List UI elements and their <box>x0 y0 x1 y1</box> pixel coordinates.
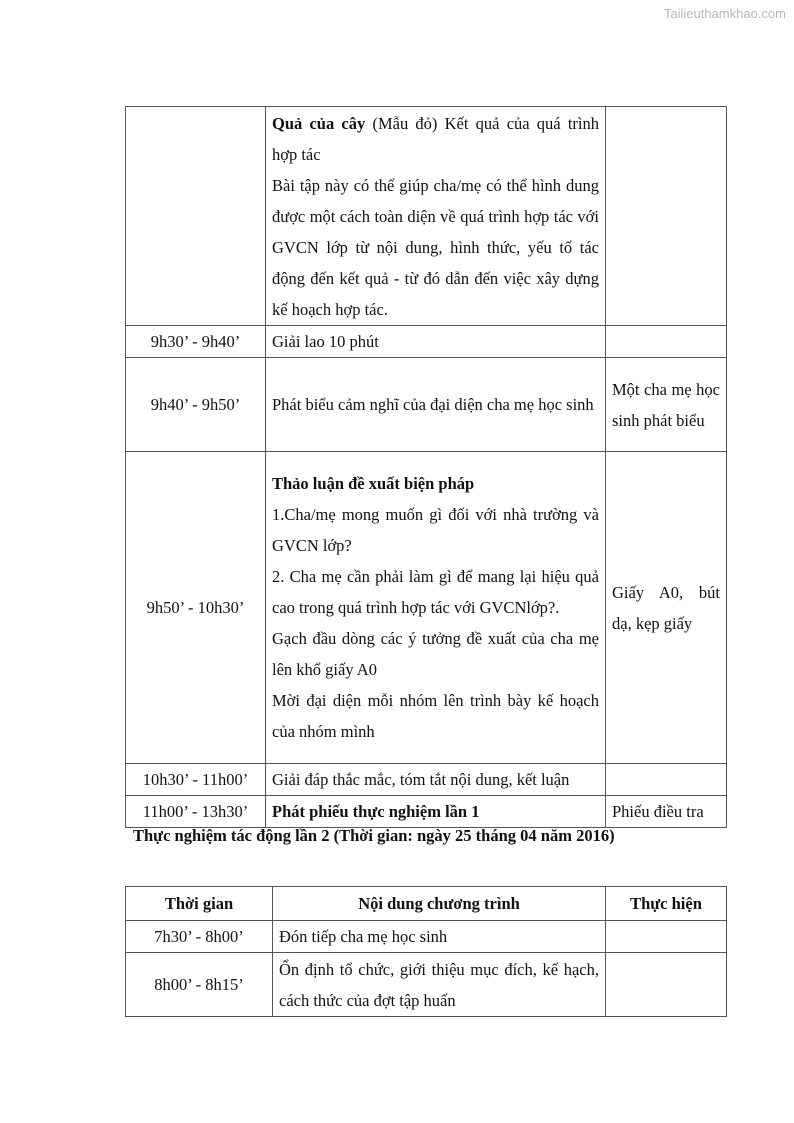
content-text: 2. Cha mẹ cần phải làm gì để mang lại hiệu quả cao trong quá trình hợp tác với GVCNlớp?. <box>272 567 599 617</box>
watermark: Tailieuthamkhao.com <box>663 6 786 21</box>
table-row <box>126 358 727 452</box>
content-text: Mời đại diện mỗi nhóm lên trình bày kế hoạch của nhóm mình <box>272 691 599 741</box>
content-text: Bài tập này có thể giúp cha/mẹ có thể hình dung được một cách toàn diện về quá trình hợp tác với GVCN lớp từ nội dung, hình thức, yếu tố tác động đến kết quả - từ đó dẫn đến việc xây dựng kế hoạch hợp tác. <box>272 175 599 319</box>
schedule-table-1 <box>125 106 727 828</box>
content-text: Gạch đầu dòng các ý tưởng đề xuất của cha mẹ lên khổ giấy A0 <box>272 629 599 679</box>
content-text: Phát biểu cảm nghĩ của đại diện cha mẹ học sinh <box>272 395 594 414</box>
header-time: Thời gian <box>126 887 273 921</box>
section-title: Thực nghiệm tác động lần 2 (Thời gian: ngày 25 tháng 04 năm 2016) <box>133 826 615 845</box>
time-cell <box>126 107 266 326</box>
time-cell: 9h50’ - 10h30’ <box>126 452 266 764</box>
table-row <box>126 764 727 796</box>
table-row <box>126 796 727 828</box>
time-cell: 9h40’ - 9h50’ <box>126 358 266 452</box>
content-cell: Giải đáp thắc mắc, tóm tắt nội dung, kết luận <box>266 764 606 796</box>
performer-cell <box>606 107 727 326</box>
content-cell <box>266 107 606 326</box>
header-content: Nội dung chương trình <box>273 887 606 921</box>
table-row <box>126 326 727 358</box>
table-row <box>126 953 727 1017</box>
header-performer: Thực hiện <box>606 887 727 921</box>
performer-text: Giấy A0, bút dạ, kẹp giấy <box>612 582 720 633</box>
content-heading: Thảo luận đề xuất biện pháp <box>272 474 475 493</box>
performer-cell: Phiếu điều tra <box>606 796 727 828</box>
time-cell: 7h30’ - 8h00’ <box>126 921 273 953</box>
performer-cell <box>606 953 727 1017</box>
content-cell: Giải lao 10 phút <box>266 326 606 358</box>
performer-text: Một cha mẹ học sinh phát biểu <box>612 379 720 430</box>
content-text: Ổn định tổ chức, giới thiệu mục đích, kế hạch, cách thức của đợt tập huấn <box>279 959 599 1010</box>
table-row <box>126 107 727 326</box>
content-cell: Phát phiếu thực nghiệm lần 1 <box>266 796 606 828</box>
performer-cell <box>606 452 727 764</box>
performer-cell <box>606 921 727 953</box>
content-text: 1.Cha/mẹ mong muốn gì đối với nhà trường và GVCN lớp? <box>272 505 599 555</box>
content-text: (Mẫu đỏ) Kết quả của quá trình hợp tác <box>272 113 600 164</box>
time-cell: 8h00’ - 8h15’ <box>126 953 273 1017</box>
performer-cell <box>606 326 727 358</box>
table-row <box>126 921 727 953</box>
content-cell: Đón tiếp cha mẹ học sinh <box>273 921 606 953</box>
table-row <box>126 452 727 764</box>
content-cell <box>273 953 606 1017</box>
time-cell: 10h30’ - 11h00’ <box>126 764 266 796</box>
performer-cell <box>606 764 727 796</box>
content-cell <box>266 358 606 452</box>
schedule-table-2 <box>125 886 727 1017</box>
time-cell: 11h00’ - 13h30’ <box>126 796 266 828</box>
time-cell: 9h30’ - 9h40’ <box>126 326 266 358</box>
table-header <box>126 887 727 921</box>
content-cell <box>266 452 606 764</box>
content-bold: Quả của cây <box>272 113 366 133</box>
performer-cell <box>606 358 727 452</box>
